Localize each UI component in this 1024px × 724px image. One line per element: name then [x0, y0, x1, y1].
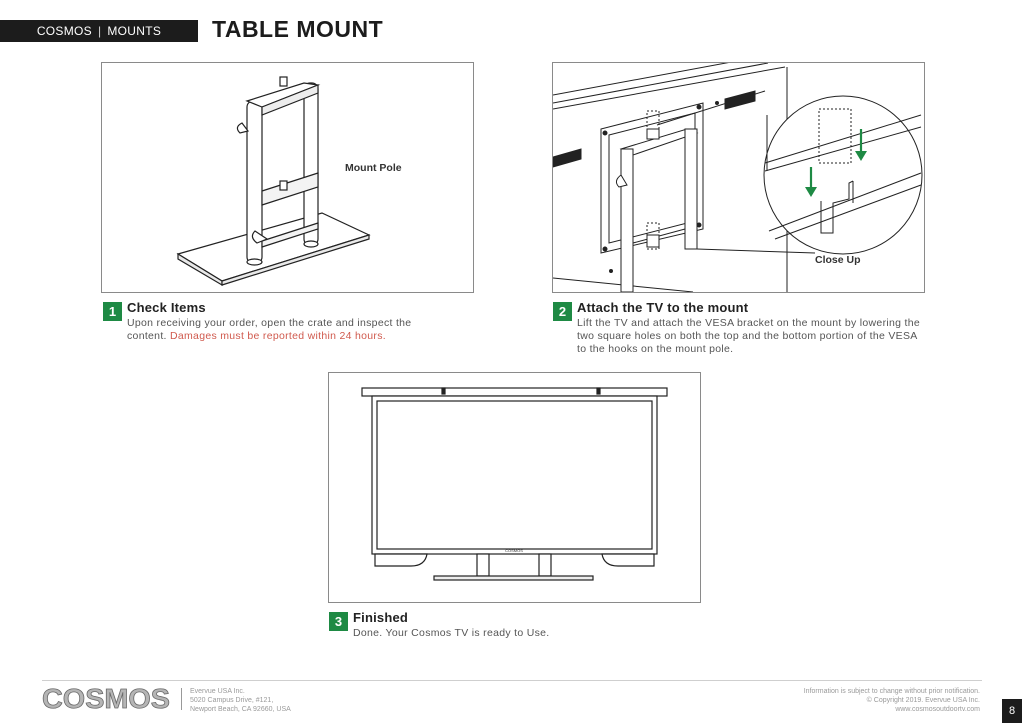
mount-pole-label: Mount Pole: [345, 162, 402, 174]
website-link[interactable]: www.cosmosoutdoortv.com: [895, 706, 980, 713]
close-up-label: Close Up: [815, 254, 861, 266]
step-3-number: 3: [329, 612, 348, 631]
step-1-text: Upon receiving your order, open the crate and inspect the content.: [127, 317, 412, 342]
cosmos-logo: [42, 684, 172, 717]
figure-mount-pole: [101, 62, 474, 293]
tag-separator: |: [97, 24, 102, 38]
section-tag: [0, 20, 198, 42]
step-1-heading: Check Items: [127, 300, 206, 315]
section-name: MOUNTS: [107, 24, 162, 38]
step-2: [553, 300, 933, 360]
footer-separator: [181, 688, 182, 710]
mount-pole-illustration: [102, 63, 473, 292]
attach-tv-illustration: [553, 63, 924, 292]
step-3-heading: Finished: [353, 610, 409, 625]
tv-brand-mark: COSMOS: [505, 548, 523, 553]
finished-tv-illustration: [329, 373, 700, 602]
step-3-description: Done. Your Cosmos TV is ready to Use.: [353, 627, 550, 639]
step-2-number: 2: [553, 302, 572, 321]
figure-finished-tv: [328, 372, 701, 603]
step-2-heading: Attach the TV to the mount: [577, 300, 749, 315]
step-1: [103, 300, 443, 346]
step-2-description: Lift the TV and attach the VESA bracket on the mount by lowering the two square holes on both the top and the bottom portion of the VESA to the hooks on the mount pole.: [577, 317, 920, 355]
page-number: 8: [1002, 699, 1022, 723]
address-line-2: Newport Beach, CA 92660, USA: [190, 706, 291, 713]
company-name: Evervue USA Inc.: [190, 688, 245, 695]
page-title: TABLE MOUNT: [212, 16, 384, 42]
legal-notice: [804, 687, 980, 714]
step-1-number: 1: [103, 302, 122, 321]
step-3: [329, 610, 669, 646]
step-1-description: [127, 317, 442, 343]
logo-wordmark: [42, 684, 172, 712]
footer-divider: [42, 680, 982, 681]
damage-warning: Damages must be reported within 24 hours.: [169, 330, 386, 342]
company-address: [190, 687, 291, 714]
copyright-text: © Copyright 2019. Evervue USA Inc.: [866, 697, 980, 704]
figure-attach-tv: [552, 62, 925, 293]
notice-text: Information is subject to change without prior notification.: [803, 688, 980, 695]
brand-tag: COSMOS: [36, 24, 92, 38]
logo-text: COSMOS: [42, 684, 170, 712]
address-line-1: 5020 Campus Drive, #121,: [190, 697, 274, 704]
